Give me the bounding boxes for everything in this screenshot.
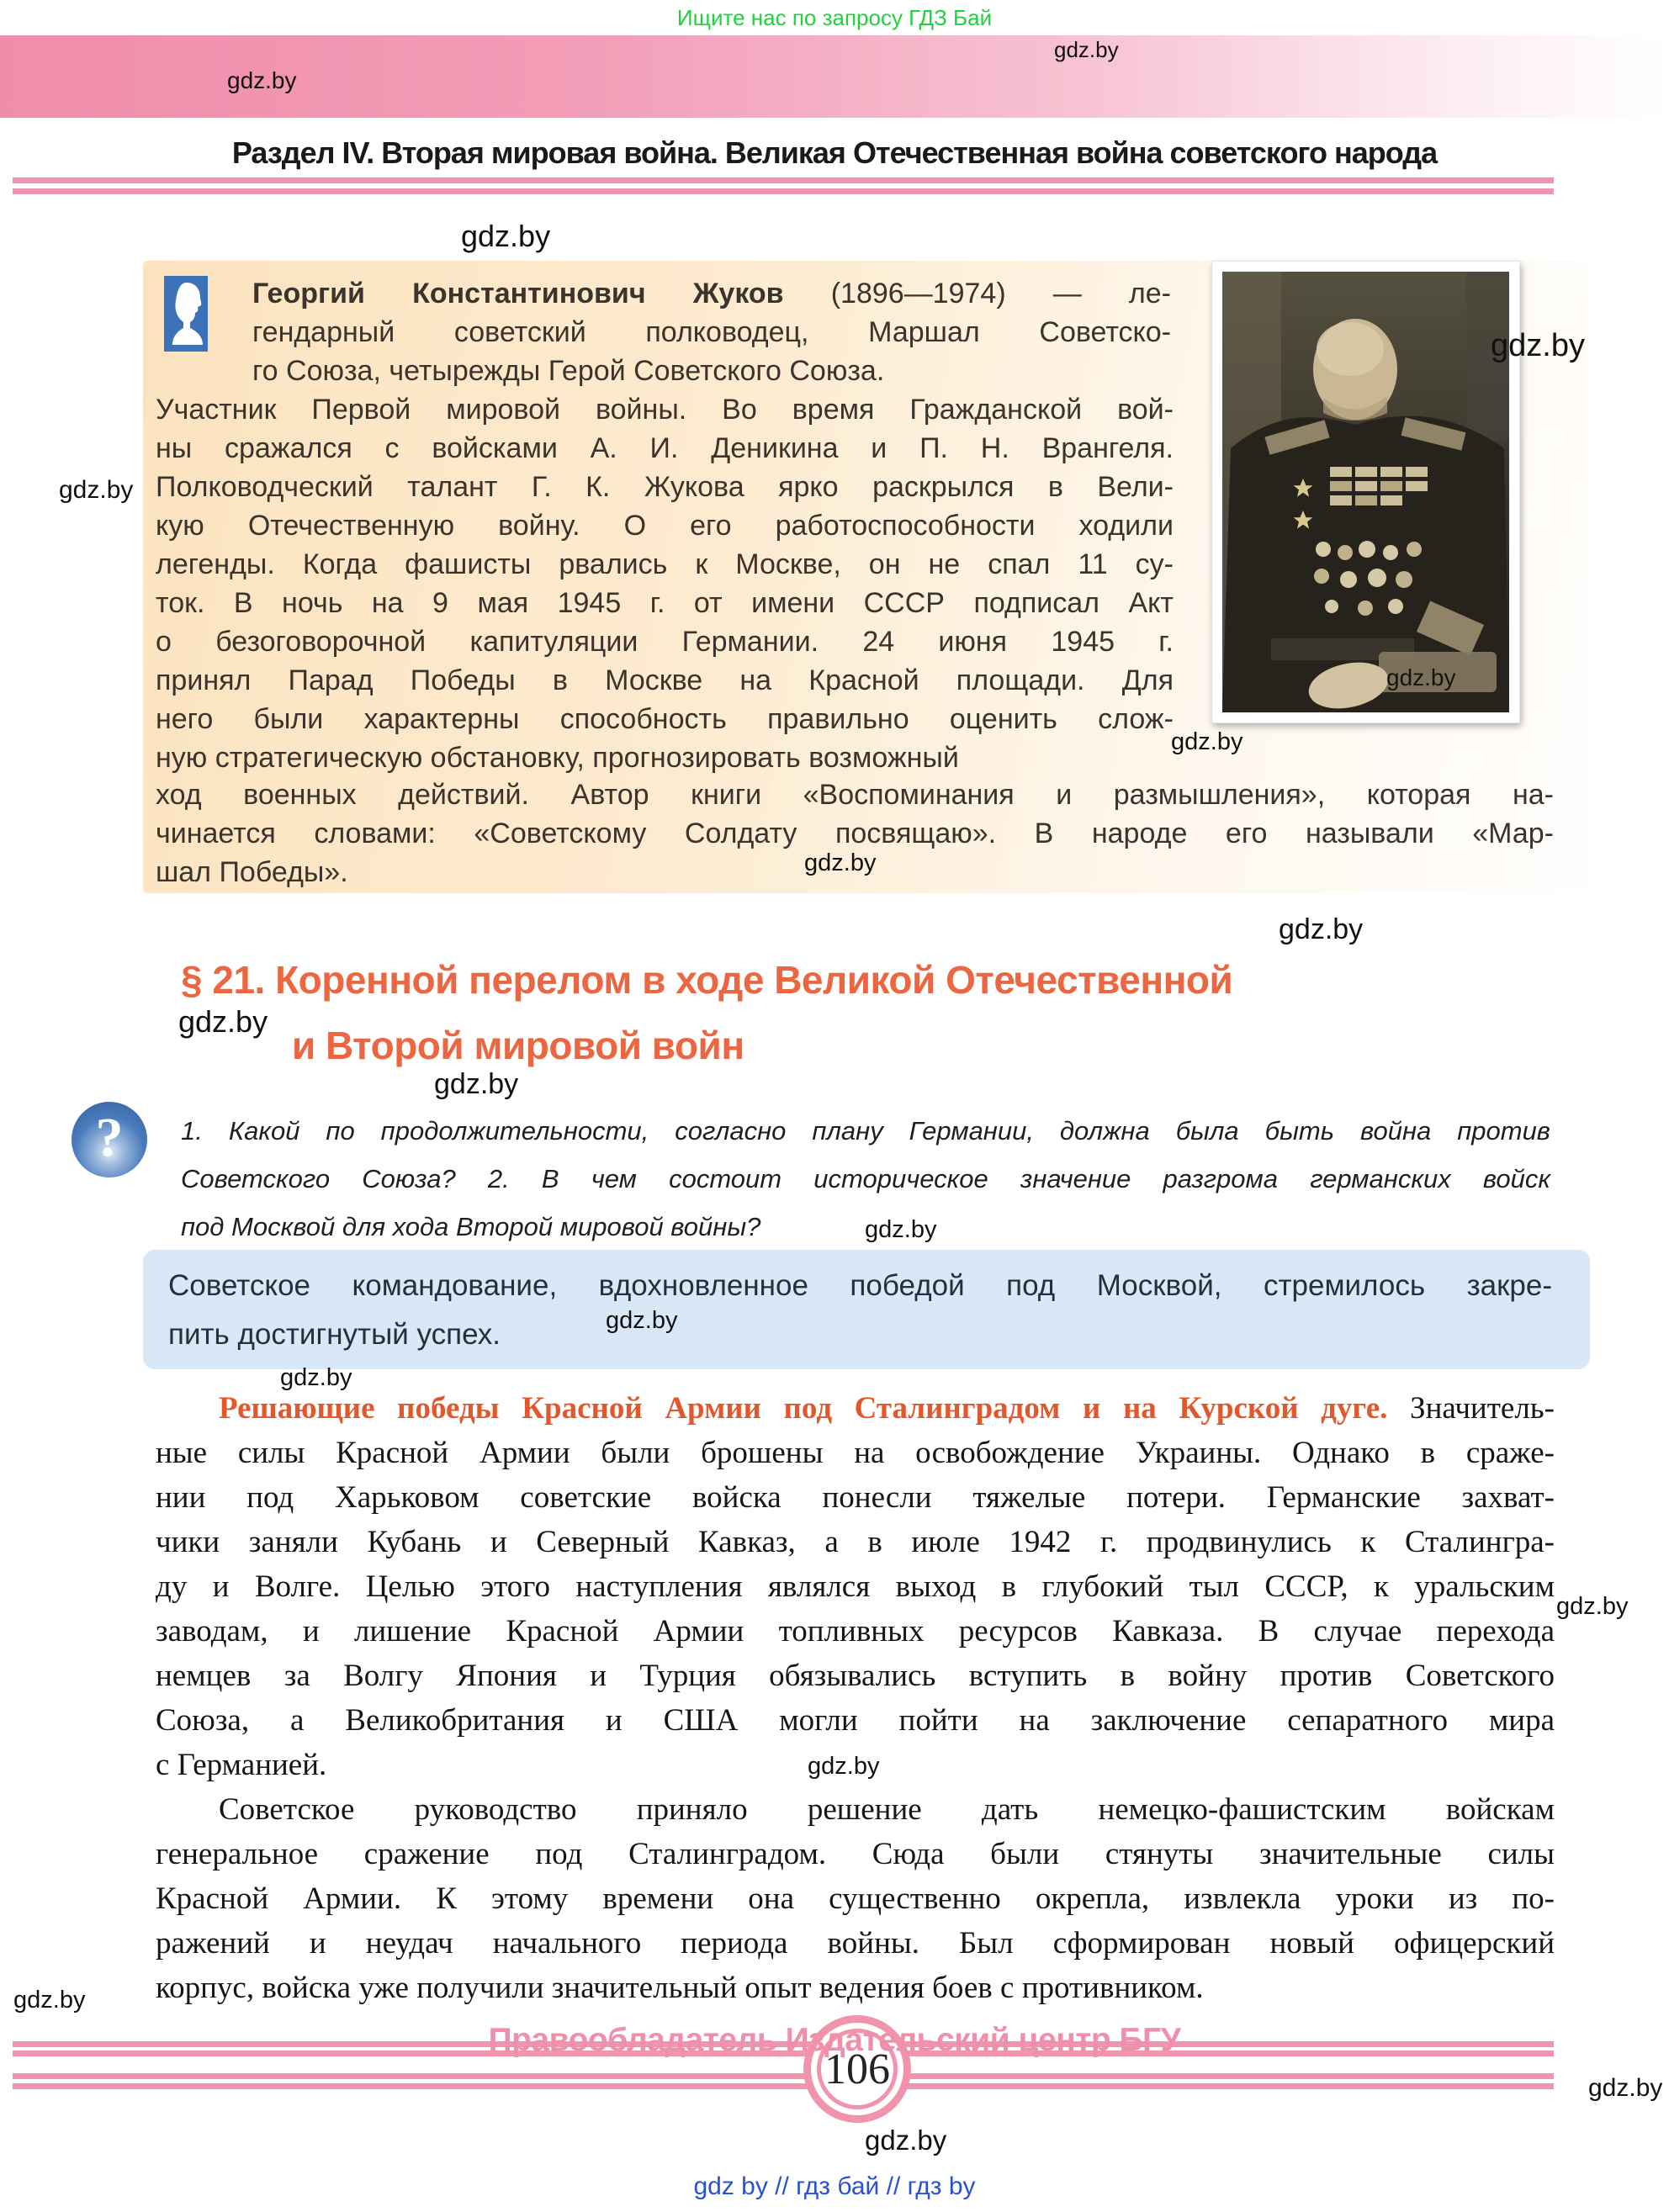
body-line: с Германией.	[156, 1748, 327, 1782]
watermark-gdz: gdz.by	[808, 1753, 880, 1780]
watermark-gdz: gdz.by	[1491, 328, 1585, 363]
body-line: ные силы Красной Армии были брошены на освобождение Украины. Однако в сраже-	[156, 1436, 1555, 1470]
person-profile-icon	[164, 276, 208, 352]
section-title: Раздел IV. Вторая мировая война. Великая Отечественная война советского народа	[231, 135, 1438, 170]
watermark-gdz: gdz.by	[1279, 913, 1364, 945]
paragraph-heading	[181, 947, 1232, 1078]
bio-paragraph-middle	[156, 390, 1174, 777]
page-number: 106	[824, 2045, 890, 2093]
watermark-gdz: gdz.by	[227, 67, 297, 93]
paragraph-heading-line2: и Второй мировой войн	[292, 1024, 744, 1067]
body-line: Советское руководство приняло решение дать немецко-фашистским войскам	[219, 1792, 1555, 1827]
bio-line: ток. В ночь на 9 мая 1945 г. от имени СССР подписал Акт	[156, 587, 1174, 619]
body-text	[156, 1386, 1555, 2010]
body-line: ражений и неудач начального периода войны. Был сформирован новый офицерский	[156, 1926, 1555, 1961]
watermark-gdz: gdz.by	[461, 219, 551, 253]
bio-line: о безоговорочной капитуляции Германии. 24 июня 1945 г.	[156, 626, 1174, 658]
bio-line: шал Победы».	[156, 856, 348, 888]
body-line: нии под Харьковом советские войска понесли тяжелые потери. Германские захват-	[156, 1480, 1555, 1515]
bio-line: ную стратегическую обстановку, прогнозировать возможный	[156, 742, 959, 774]
body-line	[156, 1386, 1555, 1431]
bio-line: Участник Первой мировой войны. Во время Гражданской вой-	[156, 394, 1174, 426]
body-line: заводам, и лишение Красной Армии топливных ресурсов Кавказа. В случае перехода	[156, 1614, 1555, 1648]
watermark-gdz: gdz.by	[606, 1307, 678, 1334]
bio-line: него были характерны способность правильно оценить слож-	[156, 703, 1174, 735]
question-line: под Москвой для хода Второй мировой войны?	[181, 1212, 761, 1241]
bio-line: го Союза, четырежды Герой Советского Союза.	[252, 355, 885, 387]
question-line: Советского Союза? 2. В чем состоит историческое значение разгрома германских войск	[181, 1164, 1550, 1193]
watermark-gdz: gdz.by	[1588, 2074, 1663, 2102]
highlight-line: пить достигнутый успех.	[168, 1318, 501, 1351]
bio-line	[252, 274, 1171, 313]
watermark-gdz: gdz.by	[13, 1987, 86, 2014]
footer-divider-line	[13, 2083, 1554, 2089]
body-line: немцев за Волгу Япония и Турция обязывались вступить в войну против Советского	[156, 1659, 1555, 1693]
divider-line	[13, 177, 1554, 183]
divider-line	[13, 188, 1554, 194]
body-line-rest: Значитель-	[1410, 1391, 1555, 1426]
bio-line: Полководческий талант Г. К. Жукова ярко раскрылся в Вели-	[156, 471, 1174, 503]
body-line: корпус, войска уже получили значительный опыт ведения боев с противником.	[156, 1971, 1204, 2005]
question-line: 1. Какой по продолжительности, согласно плану Германии, должна была быть война против	[181, 1116, 1550, 1146]
body-line: Красной Армии. К этому времени она существенно окрепла, извлекла уроки из по-	[156, 1881, 1555, 1916]
bio-paragraph-top	[252, 274, 1171, 390]
zhukov-portrait-photo	[1211, 261, 1520, 723]
bio-line: кую Отечественную войну. О его работоспособности ходили	[156, 510, 1174, 542]
watermark-gdz: gdz.by	[280, 1364, 352, 1391]
watermark-gdz: gdz.by	[59, 476, 134, 504]
bio-line-rest: (1896—1974) — ле-	[783, 278, 1171, 310]
highlight-box	[143, 1250, 1590, 1369]
paragraph-heading-line1: § 21. Коренной перелом в ходе Великой Отечественной	[181, 958, 1233, 1002]
bio-name: Георгий Константинович Жуков	[252, 278, 784, 310]
watermark-gdz: gdz.by	[1386, 664, 1456, 691]
watermark-gdz: gdz.by	[178, 1004, 268, 1039]
bio-line: чинается словами: «Советскому Солдату посвящаю». В народе его называли «Мар-	[156, 818, 1554, 849]
watermark-gdz: gdz.by	[804, 849, 877, 876]
body-line: Союза, а Великобритания и США могли пойти на заключение сепаратного мира	[156, 1703, 1555, 1738]
body-line: ду и Волге. Целью этого наступления являлся выход в глубокий тыл СССР, к уральским	[156, 1569, 1555, 1604]
promo-banner: Ищите нас по запросу ГДЗ Бай	[676, 5, 993, 30]
body-lead-bold: Решающие победы Красной Армии под Сталинградом и на Курской дуге.	[219, 1391, 1388, 1426]
bio-line: гендарный советский полководец, Маршал Советско-	[252, 316, 1171, 348]
bio-line: принял Парад Победы в Москве на Красной площади. Для	[156, 664, 1174, 696]
bio-line: ход военных действий. Автор книги «Воспоминания и размышления», которая на-	[156, 779, 1554, 811]
watermark-gdz: gdz.by	[434, 1068, 519, 1100]
watermark-gdz: gdz.by	[1556, 1593, 1629, 1620]
watermark-gdz: gdz.by	[865, 2125, 947, 2156]
bio-line: легенды. Когда фашисты рвались к Москве, он не спал 11 су-	[156, 548, 1174, 580]
highlight-text	[168, 1262, 1552, 1359]
watermark-gdz: gdz.by	[1171, 728, 1243, 755]
watermark-gdz: gdz.by	[1054, 37, 1119, 62]
watermark-gdz: gdz.by	[865, 1216, 937, 1243]
footer-links: gdz by // гдз бай // гдз by	[693, 2172, 976, 2200]
bio-line: ны сражался с войсками А. И. Деникина и П. Н. Врангеля.	[156, 432, 1174, 464]
question-glyph: ?	[95, 1107, 124, 1168]
highlight-line: Советское командование, вдохновленное победой под Москвой, стремилось закре-	[168, 1269, 1552, 1302]
copyright-watermark: Правообладатель Издательский центр БГУ	[488, 2022, 1181, 2058]
question-mark-icon	[72, 1102, 147, 1177]
footer-divider-line	[13, 2073, 1554, 2079]
body-line: чики заняли Кубань и Северный Кавказ, а в июле 1942 г. продвинулись к Сталингра-	[156, 1525, 1555, 1559]
body-line: генеральное сражение под Сталинградом. Сюда были стянуты значительные силы	[156, 1837, 1555, 1871]
